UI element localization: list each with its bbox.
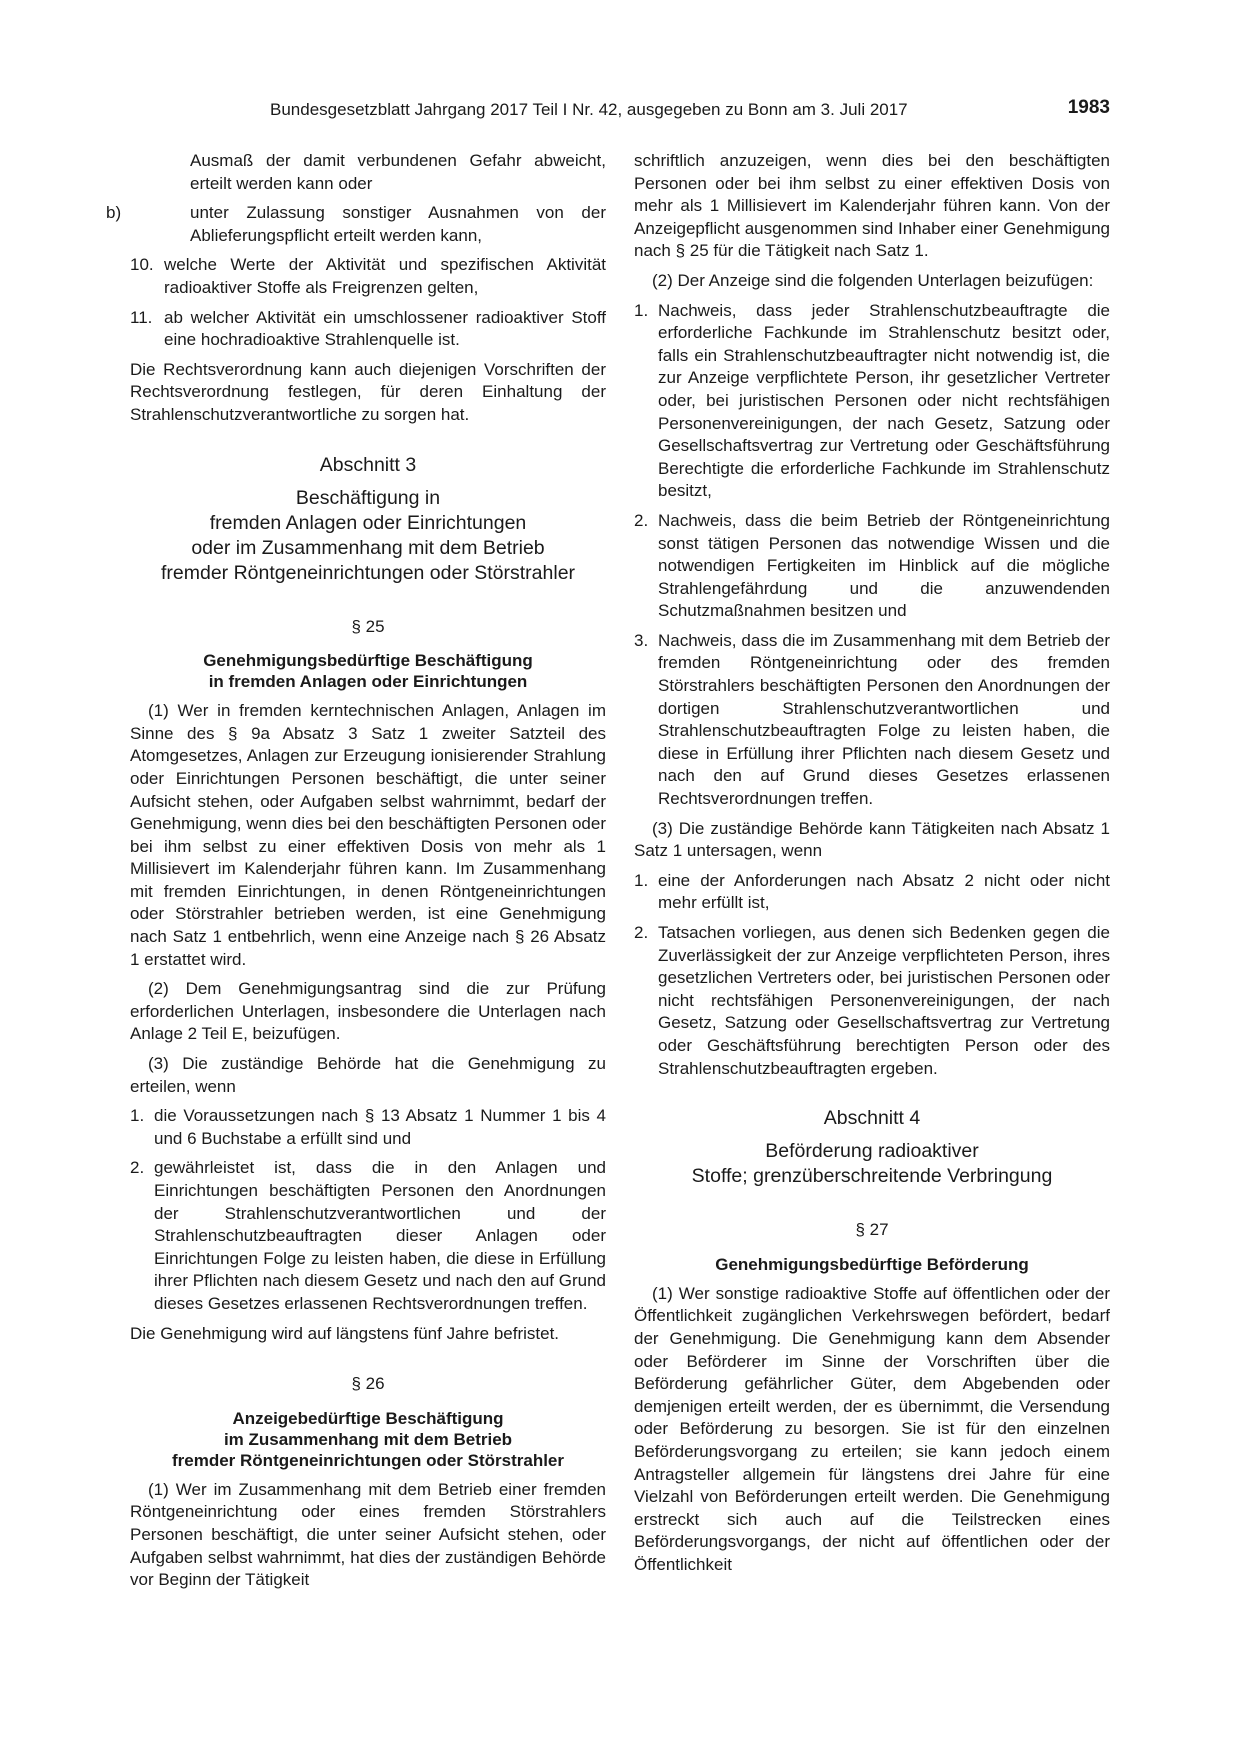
title-line: fremder Röntgeneinrichtungen oder Störstrahler (160, 561, 576, 584)
title-line: fremden Anlagen oder Einrichtungen (209, 511, 527, 534)
paragraph: (2) Dem Genehmigungsantrag sind die zur Prüfung erforderlichen Unterlagen, insbesondere die Unterlagen nach Anlage 2 Teil E, beizufügen. (130, 979, 606, 1044)
list-item-text: ab welcher Aktivität ein umschlossener radioaktiver Stoff eine hochradioaktive Strahlenquelle ist. (164, 307, 606, 350)
list-marker: 1. (634, 870, 649, 890)
paragraph: schriftlich anzuzeigen, wenn dies bei den beschäftigten Personen oder bei ihm selbst zu einer effektiven Dosis von mehr als 1 Millisievert im Kalenderjahr führen kann. Von der Anzeigepflicht ausgenommen sind Inhaber einer Genehmigung nach § 25 für die Tätigkeit nach Satz 1. (634, 151, 1110, 261)
paragraph: (1) Wer in fremden kerntechnischen Anlagen, Anlagen im Sinne des § 9a Absatz 3 Satz 1 zweiter Satzteil des Atomgesetzes, Anlagen zur Erzeugung ionisierender Strahlung oder Einrichtungen Personen beschäftigt, die unter seiner Aufsicht stehen, oder Aufgaben selbst wahrnimmt, bedarf der Genehmigung, wenn dies bei den beschäftigten Personen oder bei ihm selbst zu einer effektiven Dosis von mehr als 1 Millisievert im Kalenderjahr führen kann. Im Zusammenhang mit fremden Einrichtungen, in denen Röntgeneinrichtungen oder Störstrahler betrieben werden, ist eine Genehmigung nach Satz 1 entbehrlich, wenn eine Anzeige nach § 26 Absatz 1 erstattet wird. (130, 701, 606, 969)
section-25-number: § 25 (351, 616, 385, 636)
title-line: Beschäftigung in (295, 486, 441, 509)
list-item-2 (634, 510, 1110, 623)
left-column (106, 150, 606, 1599)
abschnitt-3-title (130, 486, 606, 586)
list-item-10 (130, 254, 606, 299)
paragraph: (2) Der Anzeige sind die folgenden Unterlagen beizufügen: (652, 270, 1094, 290)
right-column (634, 150, 1110, 1583)
page-number: 1983 (1067, 97, 1110, 118)
list-item-text: die Voraussetzungen nach § 13 Absatz 1 Nummer 1 bis 4 und 6 Buchstabe a erfüllt sind und (154, 1106, 606, 1148)
list-item-2 (130, 1157, 606, 1315)
list-item-11 (130, 307, 606, 352)
title-line: Genehmigungsbedürftige Beschäftigung (203, 651, 533, 671)
list-item-text: eine der Anforderungen nach Absatz 2 nicht oder nicht mehr erfüllt ist, (658, 870, 1110, 913)
list-item-b (106, 202, 606, 247)
paragraph: (1) Wer sonstige radioaktive Stoffe auf öffentlichen oder der Öffentlichkeit zugänglichen Verkehrswegen befördert, bedarf der Genehmigung. Die Genehmigung kann dem Absender oder Beförderer im Sinne der Vorschriften über die Beförderung gefährlicher Güter, dem Abgebenden oder demjenigen erteilt werden, der es übernimmt, die Versendung oder Beförderung zu besorgen. Sie ist für den einzelnen Beförderungsvorgang zu erteilen; sie kann jedoch einem Antragsteller allgemein für längstens drei Jahre für eine Vielzahl von Beförderungen erteilt werden. Die Genehmigung erstreckt sich auch auf die Teilstrecken eines Beförderungsvorgangs, der nicht auf öffentlichen oder der Öffentlichkeit (634, 1283, 1110, 1574)
list-item-text: Nachweis, dass jeder Strahlenschutzbeauftragte die erforderliche Fachkunde im Strahlenschutz besitzt oder, falls ein Strahlenschutzbeauftragter nicht notwendig ist, die zur Anzeige verpflichtete Person, ihr gesetzlicher Vertreter oder, bei juristischen Personen oder nicht rechtsfähigen Personenvereinigungen, der nach Gesetz, Satzung oder Gesellschaftsvertrag zur Vertretung oder Geschäftsführung Berechtigte die erforderliche Fachkunde im Strahlenschutz besitzt, (658, 300, 1110, 501)
list-item-continuation: Ausmaß der damit verbundenen Gefahr abweicht, erteilt werden kann oder (190, 151, 606, 193)
list-item-text: unter Zulassung sonstiger Ausnahmen von der Ablieferungspflicht erteilt werden kann, (190, 203, 606, 245)
paragraph: (3) Die zuständige Behörde kann Tätigkeiten nach Absatz 1 Satz 1 untersagen, wenn (634, 818, 1110, 861)
list-item-text: gewährleistet ist, dass die in den Anlagen und Einrichtungen beschäftigten Personen den Anordnungen der Strahlenschutzverantwortlichen und der Strahlenschutzbeauftragten dieser Anlagen oder Einrichtungen Folge zu leisten haben, die diese in Erfüllung ihrer Pflichten nach diesem Gesetz und nach den auf Grund dieses Gesetzes erlassenen Rechtsverordnungen treffen. (154, 1158, 606, 1313)
list-marker: 2. (130, 1158, 145, 1178)
title-line: Anzeigebedürftige Beschäftigung (232, 1408, 504, 1428)
list-marker: 2. (634, 510, 649, 530)
list-item-2 (634, 922, 1110, 1080)
title-line: oder im Zusammenhang mit dem Betrieb (191, 536, 545, 559)
list-item-text: welche Werte der Aktivität und spezifischen Aktivität radioaktiver Stoffe als Freigrenzen gelten, (164, 255, 606, 297)
paragraph: (1) Wer im Zusammenhang mit dem Betrieb einer fremden Röntgeneinrichtung oder eines fremden Störstrahlers Personen beschäftigt, die unter seiner Aufsicht stehen, oder Aufgaben selbst wahrnimmt, hat dies der zuständigen Behörde vor Beginn der Tätigkeit (130, 1479, 606, 1590)
abschnitt-3-label: Abschnitt 3 (319, 453, 417, 476)
section-25-title (130, 650, 606, 692)
abschnitt-4-title (634, 1139, 1110, 1189)
list-marker: 2. (634, 923, 649, 942)
list-marker: 11. (130, 307, 153, 327)
title-line: im Zusammenhang mit dem Betrieb (223, 1429, 513, 1449)
title-line: fremder Röntgeneinrichtungen oder Störstrahler (172, 1450, 564, 1470)
list-item-text: Nachweis, dass die beim Betrieb der Röntgeneinrichtung sonst tätigen Personen das notwendige Wissen und die notwendigen Fertigkeiten im Hinblick auf die mögliche Strahlengefährdung und die anzuwendenden Schutzmaßnahmen besitzen und (658, 510, 1110, 621)
list-item-1 (634, 870, 1110, 915)
section-27-title: Genehmigungsbedürftige Beförderung (715, 1254, 1029, 1274)
paragraph: Die Rechtsverordnung kann auch diejenigen Vorschriften der Rechtsverordnung festlegen, für deren Einhaltung der Strahlenschutzverantwortliche zu sorgen hat. (130, 359, 606, 424)
header-text: Bundesgesetzblatt Jahrgang 2017 Teil I Nr. 42, ausgegeben zu Bonn am 3. Juli 2017 (270, 100, 908, 119)
title-line: Beförderung radioaktiver (765, 1140, 979, 1163)
page-header (130, 97, 1110, 130)
paragraph: (3) Die zuständige Behörde hat die Genehmigung zu erteilen, wenn (130, 1054, 606, 1096)
abschnitt-4-label: Abschnitt 4 (823, 1107, 921, 1130)
list-marker: 1. (634, 300, 649, 320)
list-item-text: Tatsachen vorliegen, aus denen sich Bedenken gegen die Zuverlässigkeit der zur Anzeige verpflichteten Person, ihres gesetzlichen Vertreters oder, bei juristischen Personen oder nicht rechtsfähigen Personenvereinigungen, der nach Gesetz, Satzung oder Gesellschaftsvertrag zur Vertretung oder Geschäftsführung berechtigten Person oder des Strahlenschutzbeauftragten ergeben. (658, 923, 1110, 1078)
list-item-1 (130, 1105, 606, 1150)
list-item-3 (634, 630, 1110, 811)
section-27-number: § 27 (855, 1220, 889, 1240)
list-marker: 1. (130, 1106, 145, 1126)
list-marker: 3. (634, 630, 649, 650)
list-item-text: Nachweis, dass die im Zusammenhang mit dem Betrieb der fremden Röntgeneinrichtung oder des fremden Störstrahlers beschäftigten Personen den Anordnungen der dortigen Strahlenschutzverantwortlichen und Strahlenschutzbeauftragten Folge zu leisten haben, die diese in Erfüllung ihrer Pflichten nach diesem Gesetz und nach den auf Grund dieses Gesetzes erlassenen Rechtsverordnungen treffen. (658, 630, 1110, 809)
list-item-1 (634, 300, 1110, 503)
list-marker: 10. (130, 255, 154, 275)
title-line: Stoffe; grenzüberschreitende Verbringung (691, 1165, 1053, 1188)
section-26-title (130, 1408, 606, 1471)
section-26-number: § 26 (351, 1374, 385, 1394)
list-marker: b) (106, 203, 122, 223)
title-line: in fremden Anlagen oder Einrichtungen (208, 672, 528, 692)
paragraph: Die Genehmigung wird auf längstens fünf Jahre befristet. (130, 1323, 560, 1343)
